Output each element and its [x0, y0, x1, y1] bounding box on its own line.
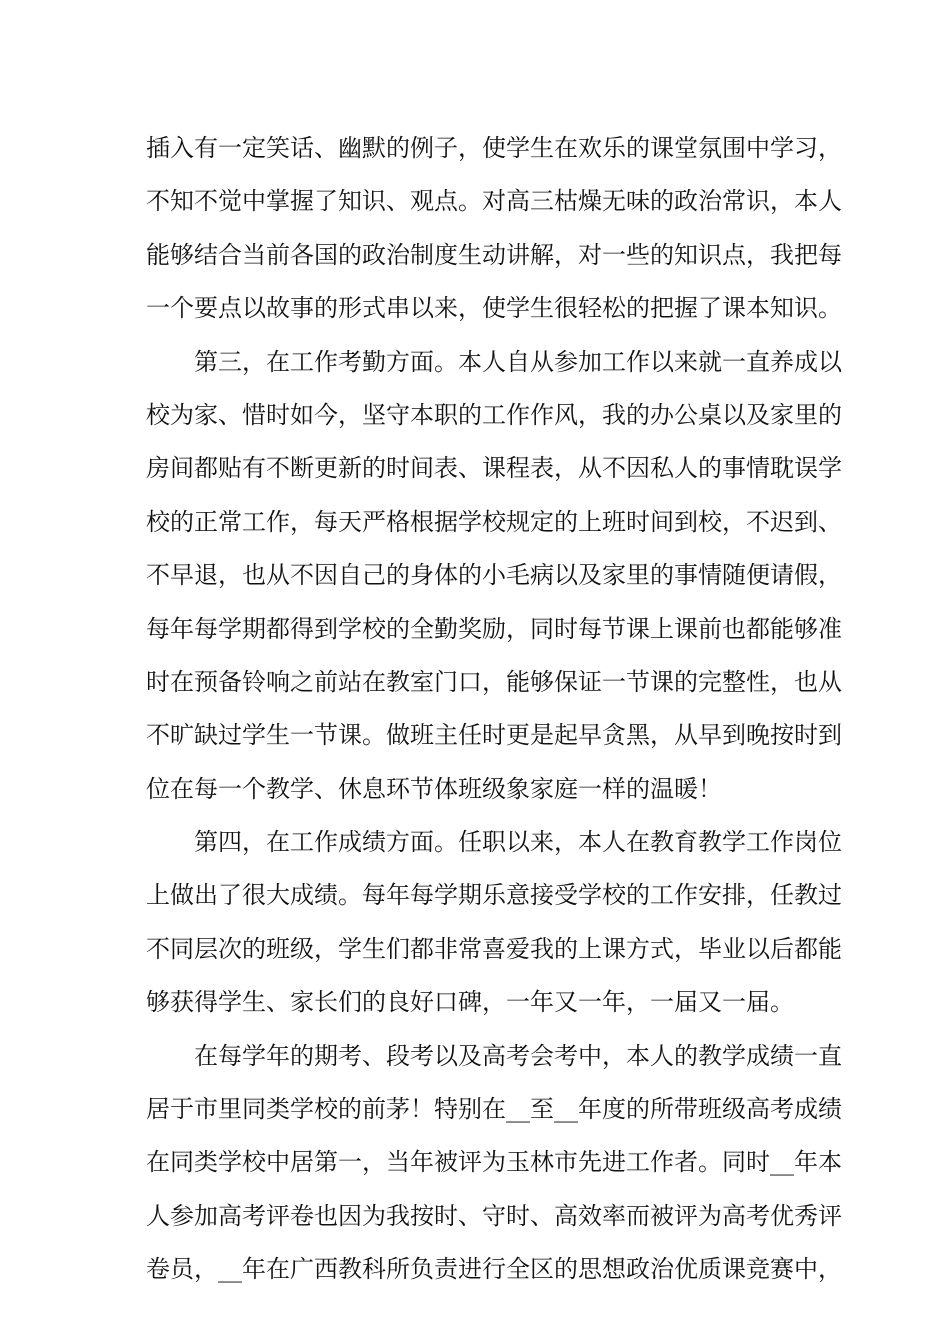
body-text — [146, 127, 842, 1302]
text-line: 不旷缺过学生一节课。做班主任时更是起早贪黑，从早到晚按时到 — [146, 721, 842, 750]
paragraph-start-line: 第四，在工作成绩方面。任职以来，本人在教育教学工作岗位 — [194, 828, 842, 857]
paragraph-start-line: 在每学年的期考、段考以及高考会考中，本人的教学成绩一直 — [194, 1041, 842, 1070]
text-line: 每年每学期都得到学校的全勤奖励，同时每节课上课前也都能够准 — [146, 614, 842, 643]
text-line: 够获得学生、家长们的良好口碑，一年又一年，一届又一届。 — [146, 988, 794, 1017]
text-line: 不同层次的班级，学生们都非常喜爱我的上课方式，毕业以后都能 — [146, 934, 842, 963]
text-line: 卷员，__年在广西教科所负责进行全区的思想政治优质课竞赛中， — [146, 1255, 842, 1284]
text-line: 居于市里同类学校的前茅！特别在__至__年度的所带班级高考成绩 — [146, 1095, 842, 1124]
text-line: 一个要点以故事的形式串以来，使学生很轻松的把握了课本知识。 — [146, 294, 842, 323]
text-line: 在同类学校中居第一，当年被评为玉林市先进工作者。同时__年本 — [146, 1148, 842, 1177]
text-line: 不早退，也从不因自己的身体的小毛病以及家里的事情随便请假， — [146, 561, 842, 590]
text-line: 时在预备铃响之前站在教室门口，能够保证一节课的完整性，也从 — [146, 667, 842, 696]
text-line: 校为家、惜时如今，坚守本职的工作作风，我的办公桌以及家里的 — [146, 400, 842, 429]
text-line: 房间都贴有不断更新的时间表、课程表，从不因私人的事情耽误学 — [146, 454, 842, 483]
text-line: 插入有一定笑话、幽默的例子，使学生在欢乐的课堂氛围中学习， — [146, 134, 842, 162]
paragraph-start-line: 第三，在工作考勤方面。本人自从参加工作以来就一直养成以 — [194, 347, 842, 376]
text-line: 上做出了很大成绩。每年每学期乐意接受学校的工作安排，任教过 — [146, 881, 842, 910]
text-line: 人参加高考评卷也因为我按时、守时、高效率而被评为高考优秀评 — [146, 1201, 842, 1230]
text-line: 校的正常工作，每天严格根据学校规定的上班时间到校，不迟到、 — [146, 507, 842, 536]
text-line: 位在每一个教学、休息环节体班级象家庭一样的温暖！ — [146, 774, 722, 803]
text-line: 不知不觉中掌握了知识、观点。对高三枯燥无味的政治常识，本人 — [146, 187, 842, 216]
text-line: 能够结合当前各国的政治制度生动讲解，对一些的知识点，我把每 — [146, 240, 842, 269]
